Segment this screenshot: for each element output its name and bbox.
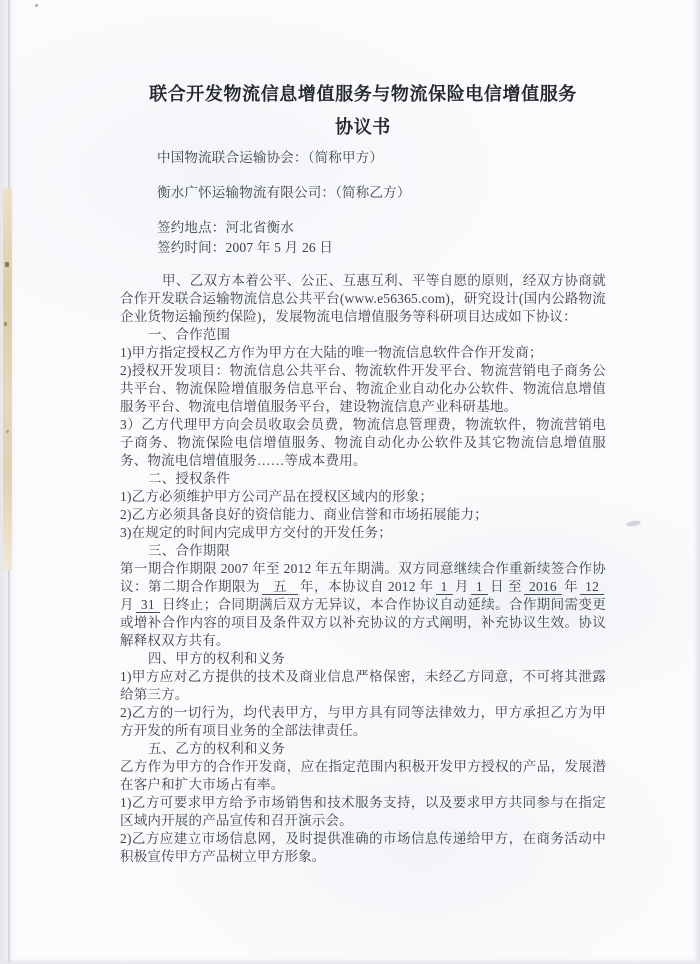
section-2-heading: 二、授权条件	[148, 471, 231, 486]
section-5-item: 1)乙方可要求甲方给予市场销售和技术服务支持，以及要求甲方共同参与在指定区域内开展的产品宣传和召开演示会。	[120, 795, 606, 828]
term-blank-end-month: 12	[580, 579, 604, 595]
party-a-line: 中国物流联合运输协会：（简称甲方）	[157, 150, 384, 165]
term-text: 月	[454, 579, 469, 594]
section-4-heading: 四、甲方的权利和义务	[148, 651, 285, 666]
term-text: 日 至	[489, 579, 522, 594]
section-1-item: 1)甲方指定授权乙方作为甲方在大陆的唯一物流信息软件合作开发商；	[120, 345, 543, 360]
term-text: 年，本协议自 2012 年	[300, 579, 434, 594]
scan-right-shadow	[693, 0, 700, 964]
term-blank-years: 五	[262, 579, 298, 595]
document-content	[120, 84, 606, 866]
term-text: 第一期合作期限 2007 年至 2012 年五年期满。双方同意继续合作重新续签合作协议：第二期合作期限为	[120, 561, 606, 594]
section-1-item: 2)授权开发项目：物流信息公共平台、物流软件开发平台、物流营销电子商务公共平台、物流保险增值服务信息平台、物流企业自动化办公软件、物流信息增值服务平台、物流电信增值服务平台，建设物流信息产业科研基地。	[120, 363, 606, 414]
scan-bottom-shadow	[0, 958, 700, 964]
section-3-heading: 三、合作期限	[148, 543, 231, 558]
section-4-item: 2)乙方的一切行为，均代表甲方，与甲方具有同等法律效力，甲方承担乙方为甲方开发的所有项目业务的全部法律责任。	[120, 705, 606, 738]
term-blank-end-year: 2016	[524, 579, 562, 595]
sign-place-line: 签约地点：河北省衡水	[157, 220, 294, 235]
term-text: 年	[563, 579, 579, 594]
scan-dot-artifact	[35, 4, 38, 7]
section-2-item: 3)在规定的时间内完成甲方交付的开发任务；	[120, 525, 392, 540]
sign-date-line: 签约时间：2007 年 5 月 26 日	[157, 240, 334, 255]
tape-speck	[6, 430, 9, 433]
tape-strip-artifact	[3, 188, 12, 570]
section-4-item: 1)甲方应对乙方提供的技术及商业信息严格保密，未经乙方同意，不可将其泄露给第三方。	[120, 669, 606, 702]
document-title-line1: 联合开发物流信息增值服务与物流保险电信增值服务	[149, 84, 577, 104]
term-blank-start-month: 1	[436, 579, 453, 595]
document-title-line2: 协议书	[335, 117, 391, 137]
tape-speck	[4, 322, 7, 326]
term-text: 日终止；合同期满后双方无异议，本合作协议自动延续。合作期间需变更或增补合作内容的项目及条件双方以补充协议的方式阐明，补充协议生效。协议解释权双方共有。	[120, 597, 606, 648]
term-text: 月	[120, 597, 134, 612]
section-5-item: 2)乙方应建立市场信息网，及时提供准确的市场信息传递给甲方，在商务活动中积极宣传甲方产品树立甲方形象。	[120, 831, 606, 864]
section-5-heading: 五、乙方的权利和义务	[148, 741, 285, 756]
section-3-term-paragraph	[120, 560, 606, 650]
section-1-heading: 一、合作范围	[148, 327, 231, 342]
party-b-line: 衡水广怀运输物流有限公司：（简称乙方）	[157, 185, 411, 200]
term-blank-start-day: 1	[471, 579, 488, 595]
pencil-smudge-artifact	[626, 520, 642, 528]
term-blank-end-day: 31	[136, 597, 160, 613]
section-1-item: 3）乙方代理甲方向会员收取会员费，物流信息管理费，物流软件，物流营销电子商务、物流保险电信增值服务、物流自动化办公软件及其它物流信息增值服务、物流电信增值服务……等成本费用。	[120, 417, 606, 468]
section-5-lead: 乙方作为甲方的合作开发商，应在指定范围内积极开发甲方授权的产品，发展潜在客户和扩大市场占有率。	[120, 759, 606, 792]
tape-speck	[5, 262, 9, 267]
section-2-item: 2)乙方必须具备良好的资信能力、商业信誉和市场拓展能力；	[120, 507, 488, 522]
intro-paragraph: 甲、乙双方本着公平、公正、互惠互利、平等自愿的原则，经双方协商就合作开发联合运输物流信息公共平台(www.e56365.com)，研究设计(国内公路物流企业货物运输预约保险)，发展物流电信增值服务等科研项目达成如下协议：	[120, 273, 606, 324]
section-2-item: 1)乙方必须维护甲方公司产品在授权区域内的形象；	[120, 489, 434, 504]
